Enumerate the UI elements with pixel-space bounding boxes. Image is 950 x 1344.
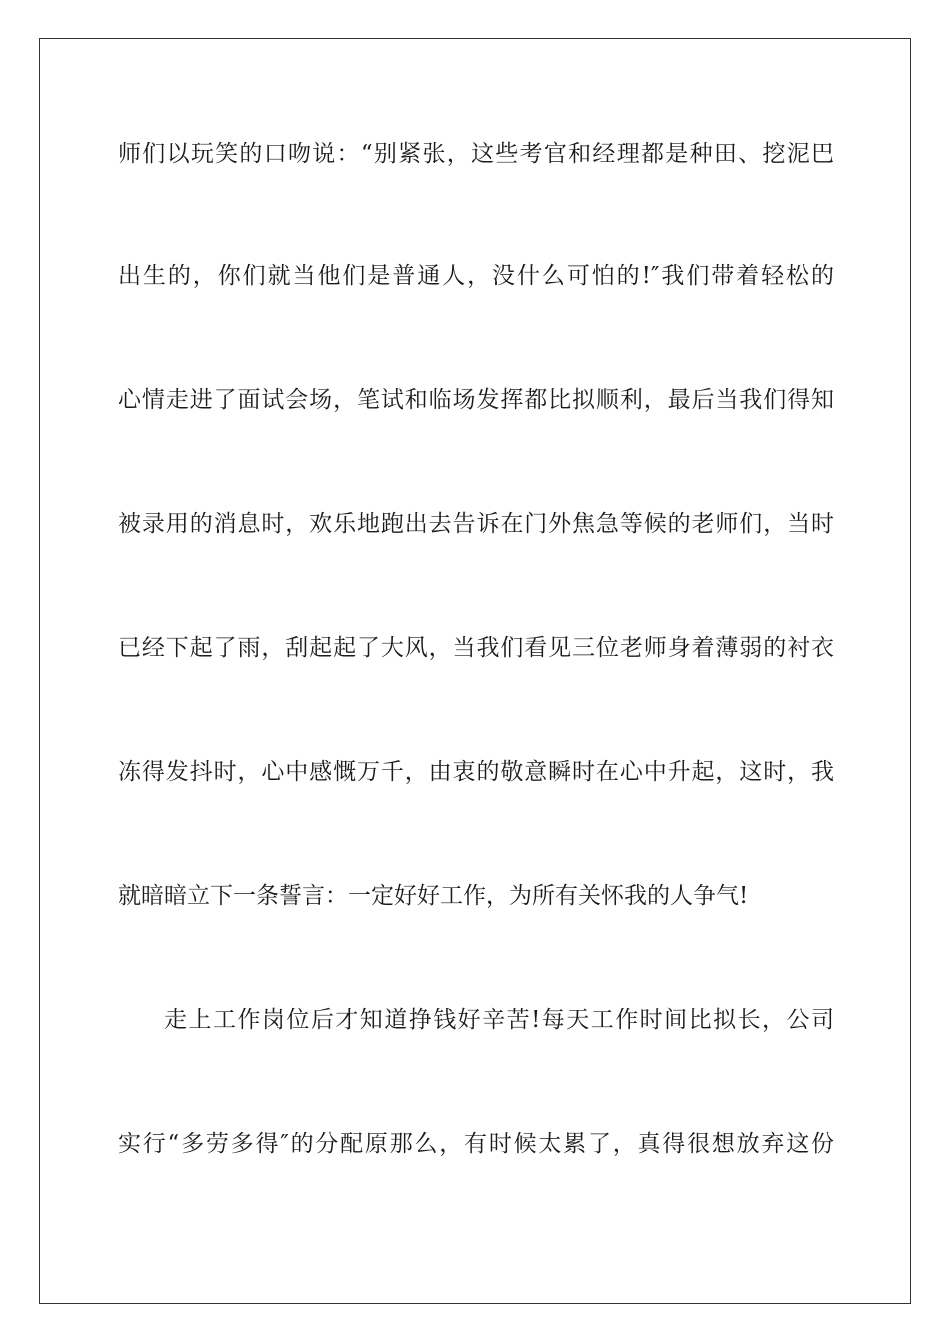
paragraph-line: 冻得发抖时，心中感慨万千，由衷的敬意瞬时在心中升起，这时，我 (118, 759, 834, 785)
paragraph-line: 实行“多劳多得″的分配原那么，有时候太累了，真得很想放弃这份 (118, 1131, 834, 1157)
paragraph-line: 已经下起了雨，刮起起了大风，当我们看见三位老师身着薄弱的衬衣 (118, 635, 834, 661)
page-border (39, 38, 911, 1304)
paragraph-line: 心情走进了面试会场，笔试和临场发挥都比拟顺利，最后当我们得知 (118, 387, 834, 413)
paragraph-line: 被录用的消息时，欢乐地跑出去告诉在门外焦急等候的老师们，当时 (118, 511, 834, 537)
paragraph-line: 出生的，你们就当他们是普通人，没什么可怕的!″我们带着轻松的 (118, 263, 834, 289)
paragraph-line: 走上工作岗位后才知道挣钱好辛苦!每天工作时间比拟长，公司 (164, 1007, 834, 1033)
paragraph-line: 就暗暗立下一条誓言：一定好好工作，为所有关怀我的人争气! (118, 883, 749, 909)
paragraph-line: 师们以玩笑的口吻说：“别紧张，这些考官和经理都是种田、挖泥巴 (118, 141, 834, 167)
